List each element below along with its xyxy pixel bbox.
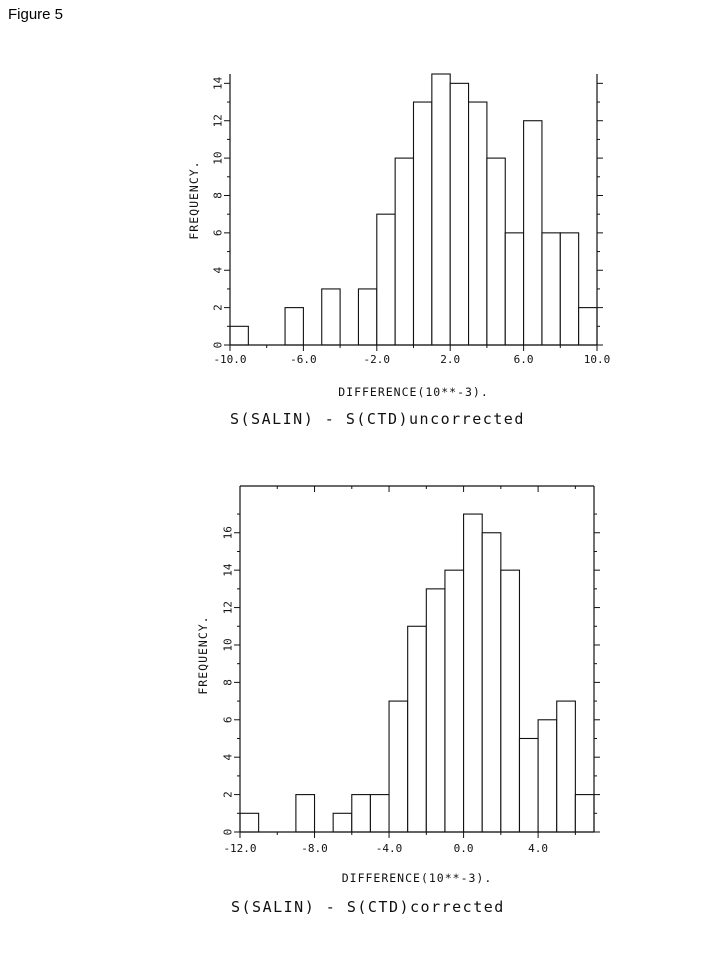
- y-tick-label: 14: [211, 76, 225, 90]
- y-tick-label: 2: [211, 304, 225, 311]
- x-tick-label: 0.0: [453, 842, 474, 855]
- y-tick-label: 6: [221, 716, 235, 724]
- histogram-bar: [230, 326, 248, 345]
- y-tick-label: 0: [221, 828, 235, 836]
- x-axis-title: DIFFERENCE(10**-3).: [341, 871, 493, 885]
- figure-label: Figure 5: [8, 6, 64, 23]
- histogram-bar: [538, 720, 557, 832]
- y-tick-label: 6: [211, 229, 225, 237]
- histogram-bar: [524, 121, 542, 345]
- histogram-bar: [426, 589, 445, 832]
- x-tick-label: -10.0: [213, 353, 247, 366]
- y-tick-label: 12: [221, 600, 235, 615]
- histogram-bar: [395, 158, 413, 345]
- y-tick-label: 4: [221, 753, 235, 761]
- histogram-bar: [358, 289, 376, 345]
- x-tick-label: 2.0: [440, 353, 461, 366]
- histogram-bar: [575, 795, 594, 832]
- histogram-bar: [377, 214, 395, 345]
- y-tick-label: 12: [211, 114, 225, 128]
- histogram-bar: [296, 795, 315, 832]
- histogram-bar: [240, 813, 259, 832]
- y-tick-label: 2: [221, 791, 235, 798]
- x-tick-label: 6.0: [513, 353, 534, 366]
- histogram-bar: [464, 514, 483, 832]
- histogram-bar: [542, 233, 560, 345]
- x-tick-label: -4.0: [375, 842, 403, 855]
- histogram-corrected: [196, 486, 600, 916]
- histogram-bar: [370, 795, 389, 832]
- histogram-bar: [501, 570, 520, 832]
- histogram-bar: [408, 626, 427, 832]
- histogram-bar: [414, 102, 432, 345]
- y-tick-label: 14: [221, 563, 235, 577]
- histogram-uncorrected: [187, 74, 610, 428]
- chart-caption: S(SALIN) - S(CTD)uncorrected: [230, 410, 525, 428]
- histogram-bar: [352, 795, 371, 832]
- histogram-bar: [389, 701, 408, 832]
- x-tick-label: 10.0: [583, 353, 611, 366]
- y-tick-label: 8: [211, 192, 225, 199]
- histogram-bar: [432, 74, 450, 345]
- y-tick-label: 10: [221, 638, 235, 652]
- histogram-bar: [322, 289, 340, 345]
- histogram-bar: [333, 813, 352, 832]
- y-axis-title: FREQUENCY.: [196, 615, 210, 695]
- x-tick-label: -8.0: [301, 842, 328, 855]
- x-tick-label: 4.0: [528, 842, 549, 855]
- histogram-bar: [445, 570, 464, 832]
- x-tick-label: -6.0: [290, 353, 317, 366]
- histogram-bar: [450, 83, 468, 345]
- chart-caption: S(SALIN) - S(CTD)corrected: [231, 898, 505, 916]
- x-tick-label: -2.0: [363, 353, 391, 366]
- histogram-bar: [285, 308, 303, 345]
- y-tick-label: 10: [211, 151, 225, 165]
- histogram-bar: [469, 102, 487, 345]
- y-tick-label: 4: [211, 266, 225, 274]
- x-tick-label: -12.0: [223, 842, 257, 855]
- histogram-bar: [482, 533, 501, 832]
- histogram-bar: [579, 308, 597, 345]
- y-axis-title: FREQUENCY.: [187, 160, 201, 240]
- y-tick-label: 8: [221, 679, 235, 686]
- histogram-bar: [487, 158, 505, 345]
- x-axis-title: DIFFERENCE(10**-3).: [338, 385, 489, 399]
- histogram-bar: [560, 233, 578, 345]
- y-tick-label: 0: [211, 341, 225, 349]
- histogram-bar: [519, 738, 538, 832]
- histogram-bar: [557, 701, 576, 832]
- histogram-bar: [505, 233, 523, 345]
- y-tick-label: 16: [221, 526, 235, 540]
